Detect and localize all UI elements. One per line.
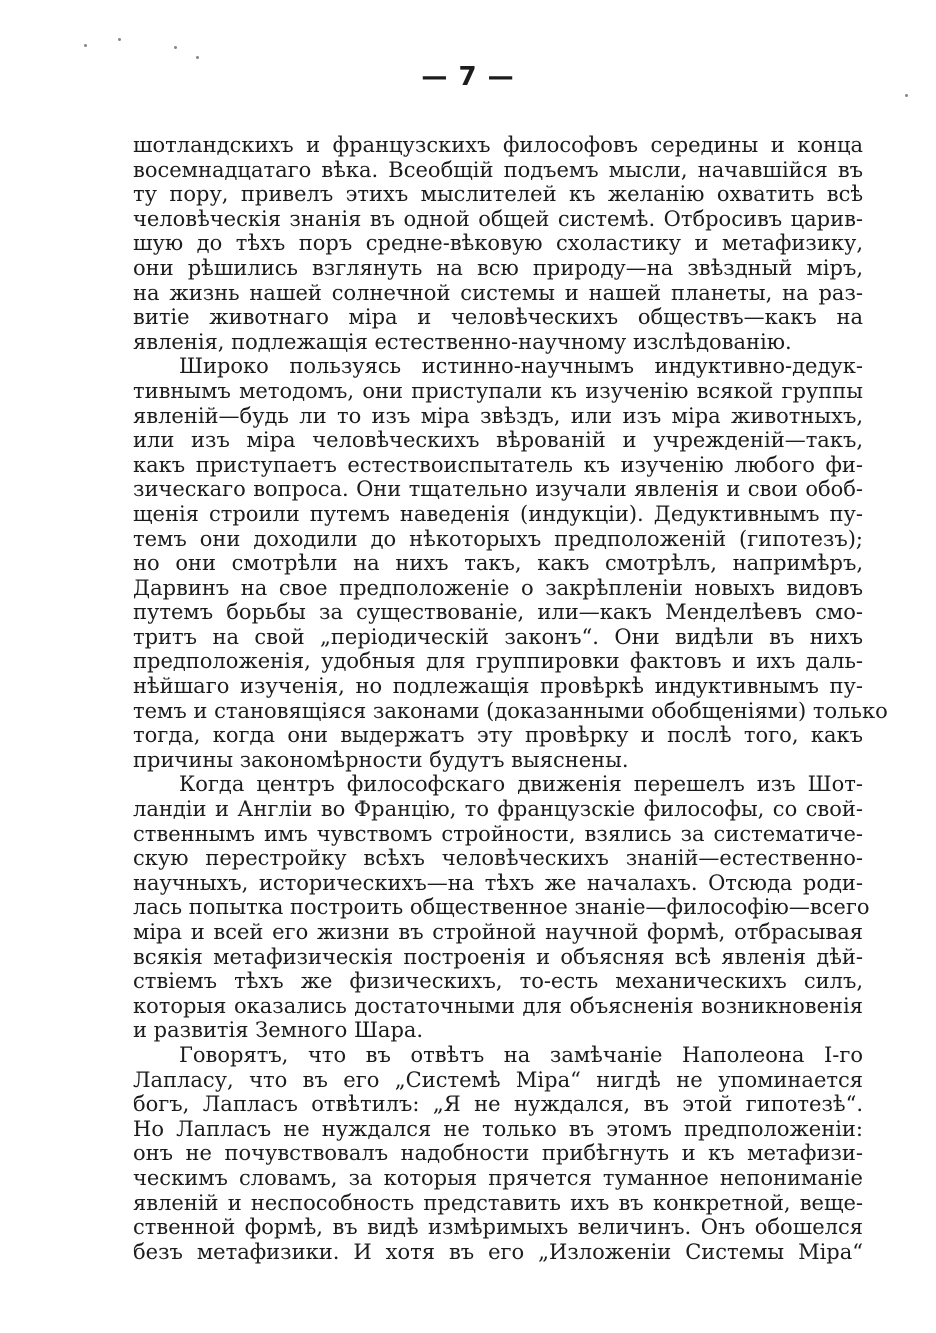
text-line: ландіи и Англіи во Францію, то французскіе философы, со свой- (133, 797, 863, 822)
scan-speck (174, 46, 177, 49)
scan-speck (905, 94, 908, 97)
text-line: какъ приступаетъ естествоиспытатель къ изученію любого фи- (133, 452, 863, 477)
text-line: предположенія, удобныя для группировки фактовъ и ихъ даль- (133, 649, 863, 674)
text-line: шую до тѣхъ поръ средне-вѣковую схоластику и метафизику, (133, 231, 863, 256)
text-line: ственнымъ имъ чувствомъ стройности, взялись за систематиче- (133, 821, 863, 846)
text-line: ственной формѣ, въ видѣ измѣримыхъ величинъ. Онъ обошелся (133, 1215, 863, 1240)
paragraph-start-line: Когда центръ философскаго движенія перешелъ изъ Шот- (179, 772, 863, 797)
text-line: ту пору, привелъ этихъ мыслителей къ желанію охватить всѣ (133, 182, 863, 207)
text-line: богъ, Лапласъ отвѣтилъ: „Я не нуждался, въ этой гипотезѣ“. (133, 1092, 863, 1117)
scan-speck (196, 56, 199, 59)
text-line: безъ метафизики. И хотя въ его „Изложеніи Системы Міра“ (133, 1239, 863, 1264)
text-line: темъ они доходили до нѣкоторыхъ предположеній (гипотезъ); (133, 526, 863, 551)
text-line: щенія строили путемъ наведенія (индукціи). Дедуктивнымъ пу- (133, 501, 863, 526)
text-line: тивнымъ методомъ, они приступали къ изученію всякой группы (133, 378, 863, 403)
text-line: они рѣшились взглянуть на всю природу—на звѣздный міръ, (133, 255, 863, 280)
text-line: Дарвинъ на свое предположеніе о закрѣпленіи новыхъ видовъ (133, 575, 863, 600)
text-line: онъ не почувствовалъ надобности прибѣгнуть и къ метафизи- (133, 1141, 863, 1166)
scan-speck (118, 38, 121, 41)
text-line: скую перестройку всѣхъ человѣческихъ знаній—естественно- (133, 846, 863, 871)
text-line: ствіемъ тѣхъ же физическихъ, то-есть механическихъ силъ, (133, 969, 863, 994)
paragraph-start-line: Говорятъ, что въ отвѣтъ на замѣчаніе Наполеона I-го (179, 1042, 863, 1067)
text-line: явленій—будь ли то изъ міра звѣздъ, или изъ міра животныхъ, (133, 403, 863, 428)
scan-speck (84, 44, 87, 47)
text-line: которыя оказались достаточными для объясненія возникновенія (133, 993, 863, 1018)
text-line: ческимъ словамъ, за которыя прячется туманное непониманіе (133, 1165, 863, 1190)
paragraph-start-line: Широко пользуясь истинно-научнымъ индуктивно-дедук- (179, 354, 863, 379)
text-line: тогда, когда они выдержатъ эту провѣрку и послѣ того, какъ (133, 723, 863, 748)
body-text (133, 133, 888, 1264)
text-line: Но Лапласъ не нуждался не только въ этомъ предположеніи: (133, 1116, 863, 1141)
text-line: всякія метафизическія построенія и объясняя всѣ явленія дѣй- (133, 944, 863, 969)
text-line: явленія, подлежащія естественно-научному изслѣдованію. (133, 329, 792, 354)
text-line: міра и всей его жизни въ стройной научной формѣ, отбрасывая (133, 920, 863, 944)
text-line: тритъ на свой „періодическій законъ“. Они видѣли въ нихъ (133, 624, 863, 649)
text-line: шотландскихъ и французскихъ философовъ середины и конца (133, 133, 863, 157)
text-line: лась попытка построить общественное знаніе—философію—всего (133, 895, 870, 920)
text-line: и развитія Земного Шара. (133, 1018, 424, 1043)
text-line: витіе животнаго міра и человѣческихъ обществъ—какъ на (133, 305, 863, 330)
text-line: Лапласу, что въ его „Системѣ Міра“ нигдѣ не упоминается (133, 1067, 863, 1092)
text-line: темъ и становящіяся законами (доказанными обобщеніями) только (133, 698, 888, 723)
text-line: человѣческія знанія въ одной общей системѣ. Отбросивъ царив- (133, 206, 863, 231)
text-line: нѣйшаго изученія, но подлежащія провѣркѣ индуктивнымъ пу- (133, 674, 863, 699)
text-line: зическаго вопроса. Они тщательно изучали явленія и свои обоб- (133, 477, 863, 502)
text-line: научныхъ, историческихъ—на тѣхъ же началахъ. Отсюда роди- (133, 870, 863, 895)
text-line: но они смотрѣли на нихъ такъ, какъ смотрѣлъ, напримѣръ, (133, 551, 863, 576)
text-line: причины закономѣрности будутъ выяснены. (133, 747, 629, 772)
text-line: явленій и неспособность представить ихъ въ конкретной, веще- (133, 1190, 863, 1215)
page-number: — 7 — (421, 62, 515, 92)
text-line: восемнадцатаго вѣка. Всеобщій подъемъ мысли, начавшійся въ (133, 157, 863, 182)
text-line: путемъ борьбы за существованіе, или—какъ Менделѣевъ смо- (133, 600, 863, 625)
text-line: на жизнь нашей солнечной системы и нашей планеты, на раз- (133, 280, 863, 305)
text-line: или изъ міра человѣческихъ вѣрованій и учрежденій—такъ, (133, 428, 863, 453)
